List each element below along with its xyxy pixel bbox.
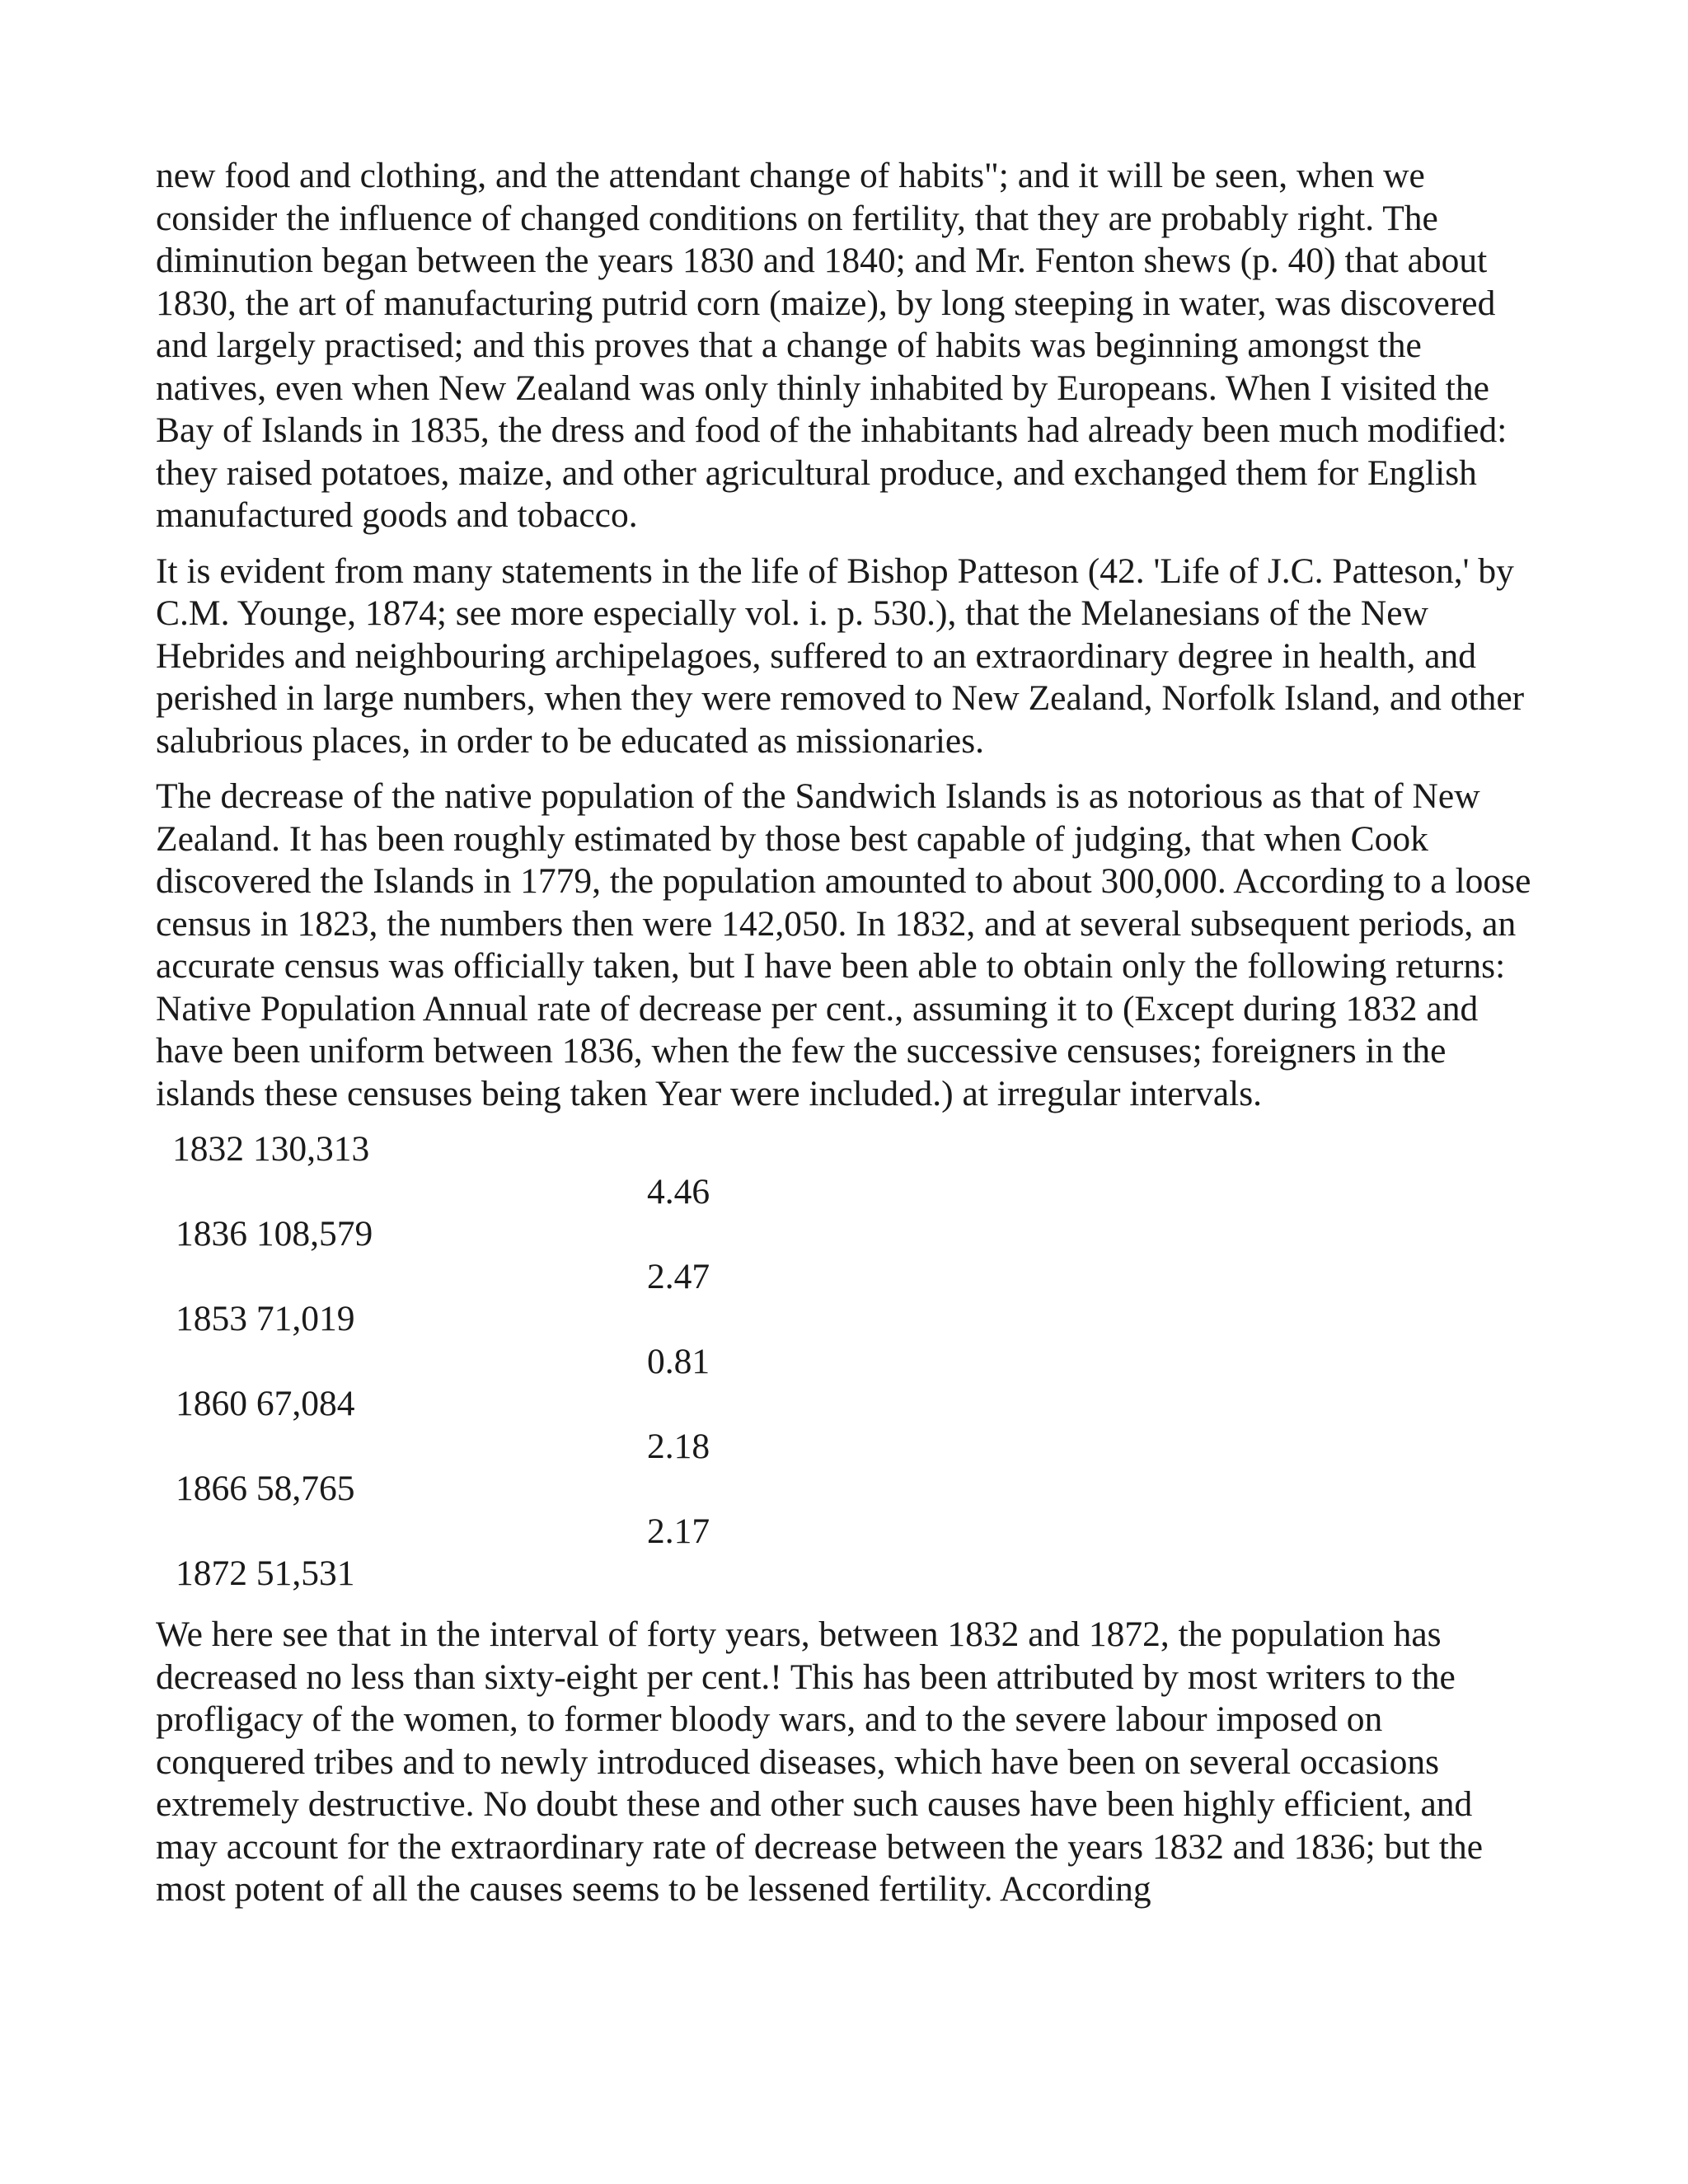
census-row-1836: 1836 108,579	[176, 1214, 373, 1254]
document-page	[156, 155, 1540, 1924]
paragraph-maori-habits: new food and clothing, and the attendant change of habits"; and it will be seen, when we consider the influence of changed conditions on fertility, that they are probably right. The diminution began between the years 1830 and 1840; and Mr. Fenton shews (p. 40) that about 1830, the art of manufacturing putrid corn (maize), by long steeping in water, was discovered and largely practised; and this proves that a change of habits was beginning amongst the natives, even when New Zealand was only thinly inhabited by Europeans. When I visited the Bay of Islands in 1835, the dress and food of the inhabitants had already been much modified: they raised potatoes, maize, and other agricultural produce, and exchanged them for English manufactured goods and tobacco.	[156, 156, 1507, 535]
census-rate-1866-1872: 2.17	[647, 1511, 710, 1551]
census-row-1853: 1853 71,019	[176, 1299, 355, 1338]
paragraph-population-decrease: We here see that in the interval of forty years, between 1832 and 1872, the population has decreased no less than sixty-eight per cent.! This has been attributed by most writers to the profligacy of the women, to former bloody wars, and to the severe labour imposed on conquered tribes and to newly introduced diseases, which have been on several occasions extremely destructive. No doubt these and other such causes have been highly efficient, and may account for the extraordinary rate of decrease between the years 1832 and 1836; but the most potent of all the causes seems to be lessened fertility. According	[156, 1615, 1484, 1909]
census-row-1872: 1872 51,531	[176, 1554, 355, 1593]
census-row-1832: 1832 130,313	[172, 1129, 370, 1169]
census-rate-1832-1836: 4.46	[647, 1172, 710, 1212]
census-rate-1836-1853: 2.47	[647, 1257, 710, 1296]
paragraph-melanesians: It is evident from many statements in the life of Bishop Patteson (42. 'Life of J.C. Patteson,' by C.M. Younge, 1874; see more especially vol. i. p. 530.), that the Melanesians of the New Hebrides and neighbouring archipelagoes, suffered to an extraordinary degree in health, and perished in large numbers, when they were removed to New Zealand, Norfolk Island, and other salubrious places, in order to be educated as missionaries.	[156, 551, 1525, 761]
census-row-1866: 1866 58,765	[176, 1469, 355, 1508]
paragraph-sandwich-islands: The decrease of the native population of the Sandwich Islands is as notorious as that of New Zealand. It has been roughly estimated by those best capable of judging, that when Cook discovered the Islands in 1779, the population amounted to about 300,000. According to a loose census in 1823, the numbers then were 142,050. In 1832, and at several subsequent periods, an accurate census was officially taken, but I have been able to obtain only the following returns: Native Population Annual rate of decrease per cent., assuming it to (Except during 1832 and have been uniform between 1836, when the few the successive censuses; foreigners in the islands these censuses being taken Year were included.) at irregular intervals.	[156, 776, 1531, 1113]
census-rate-1860-1866: 2.18	[647, 1427, 710, 1466]
census-table	[156, 1128, 1540, 1596]
census-row-1860: 1860 67,084	[176, 1384, 355, 1423]
census-rate-1853-1860: 0.81	[647, 1342, 710, 1381]
